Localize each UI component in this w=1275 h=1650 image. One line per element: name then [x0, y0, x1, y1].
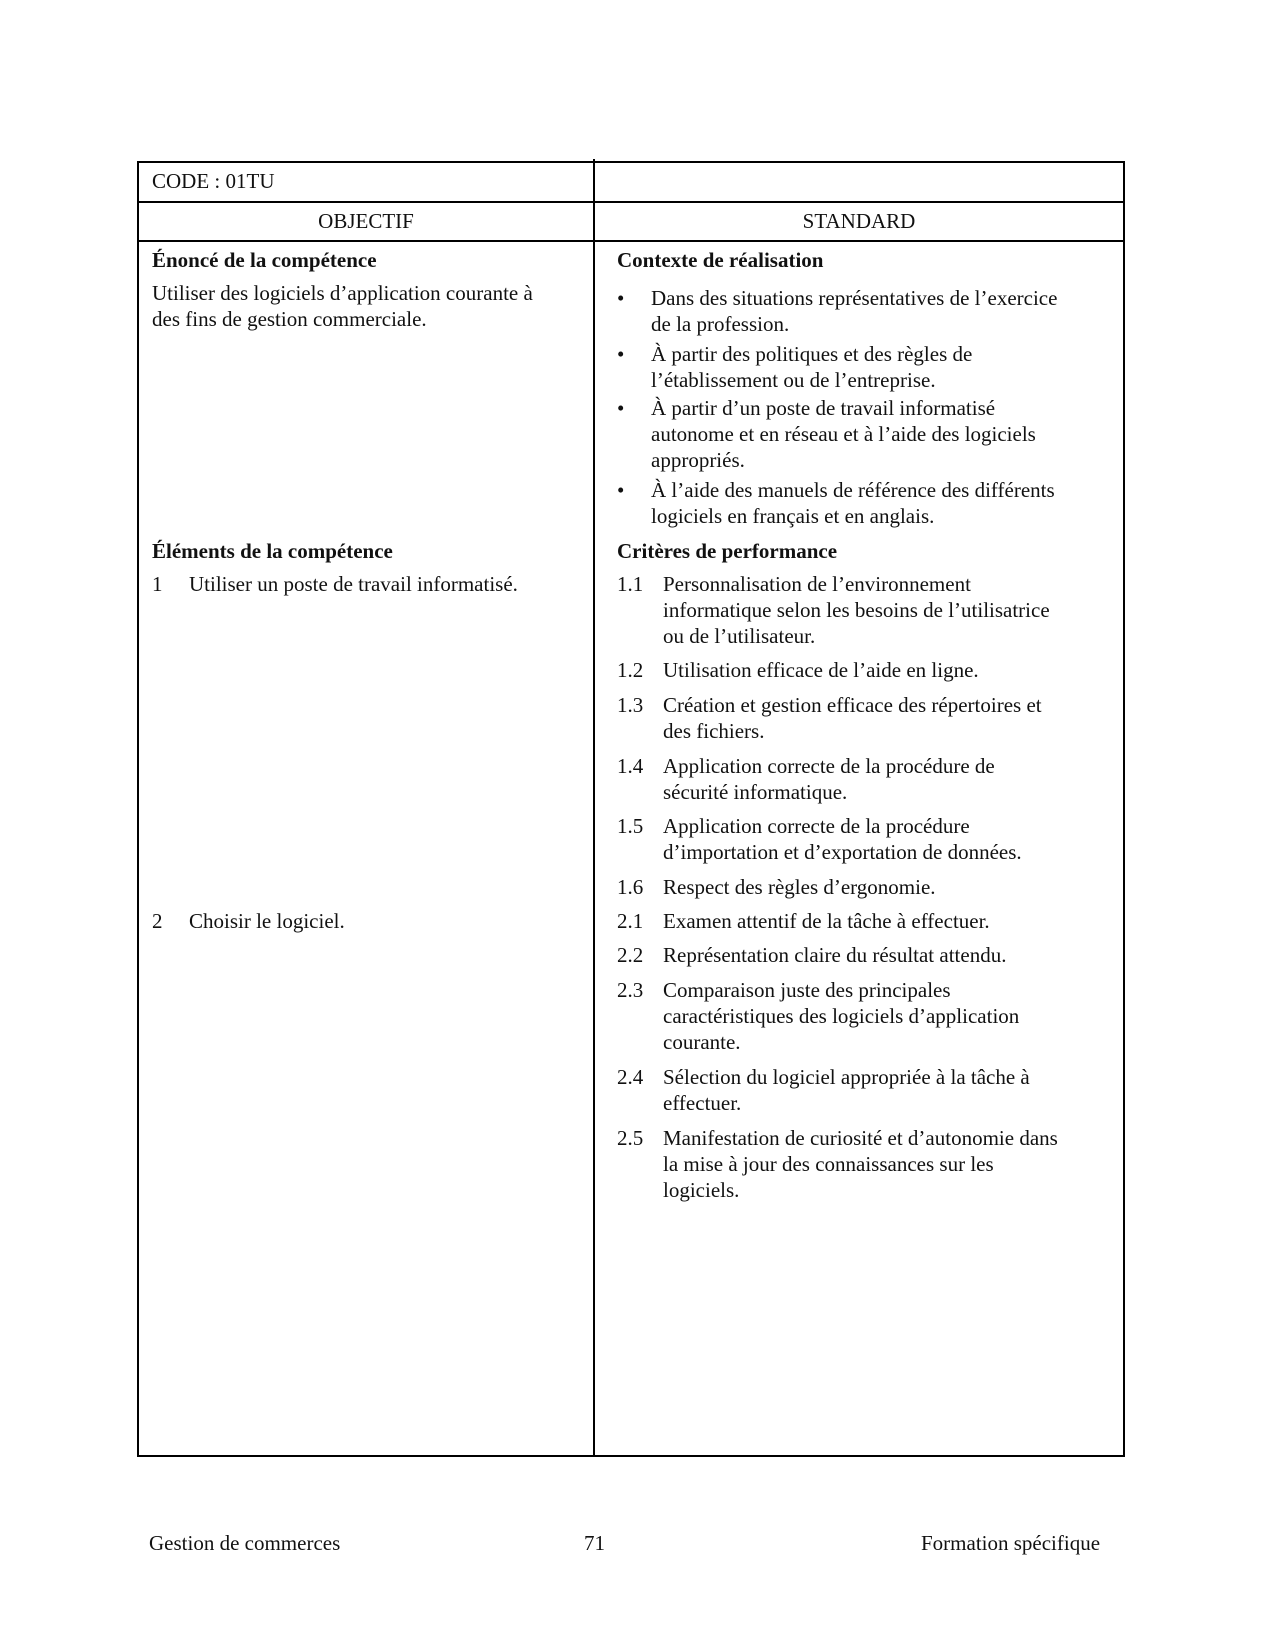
criteres-title: Critères de performance [617, 539, 838, 563]
footer-left: Gestion de commerces [149, 1531, 341, 1555]
critere-line: des fichiers. [663, 719, 765, 743]
enonce-title: Énoncé de la compétence [152, 248, 377, 272]
element-text: Choisir le logiciel. [189, 909, 345, 933]
contexte-line: logiciels en français et en anglais. [651, 504, 935, 528]
critere-line: Représentation claire du résultat attendu. [663, 943, 1007, 967]
bullet-icon: • [617, 396, 625, 420]
critere-line: Sélection du logiciel appropriée à la tâche à [663, 1065, 1030, 1089]
table-border-top [137, 161, 1124, 163]
critere-line: Personnalisation de l’environnement [663, 572, 971, 596]
element-number: 2 [152, 909, 163, 933]
table-border-right [1123, 161, 1125, 1457]
contexte-line: À l’aide des manuels de référence des différents [651, 478, 1055, 502]
contexte-line: À partir des politiques et des règles de [651, 342, 973, 366]
contexte-line: l’établissement ou de l’entreprise. [651, 368, 936, 392]
critere-item [617, 1125, 1117, 1203]
critere-item [617, 977, 1117, 1055]
contexte-item [613, 395, 1113, 473]
critere-line: courante. [663, 1030, 741, 1054]
critere-line: sécurité informatique. [663, 780, 848, 804]
column-divider [593, 159, 595, 1457]
critere-number: 1.4 [617, 754, 644, 778]
table-border-bottom [137, 1455, 1124, 1457]
bullet-icon: • [617, 286, 625, 310]
critere-line: la mise à jour des connaissances sur les [663, 1152, 994, 1176]
element-item [152, 571, 582, 597]
elements-title: Éléments de la compétence [152, 539, 393, 563]
critere-line: effectuer. [663, 1091, 742, 1115]
critere-line: Application correcte de la procédure de [663, 754, 995, 778]
critere-line: Utilisation efficace de l’aide en ligne. [663, 658, 979, 682]
element-text: Utiliser un poste de travail informatisé. [189, 572, 518, 596]
critere-line: ou de l’utilisateur. [663, 624, 816, 648]
critere-line: Respect des règles d’ergonomie. [663, 875, 936, 899]
contexte-title: Contexte de réalisation [617, 248, 824, 272]
critere-line: Comparaison juste des principales [663, 978, 951, 1002]
critere-line: logiciels. [663, 1178, 740, 1202]
contexte-line: À partir d’un poste de travail informatisé [651, 396, 996, 420]
contexte-item [613, 477, 1113, 529]
contexte-item [613, 341, 1113, 393]
contexte-line: Dans des situations représentatives de l’exercice [651, 286, 1058, 310]
table-border-left [137, 161, 139, 1457]
bullet-icon: • [617, 342, 625, 366]
critere-number: 2.2 [617, 943, 644, 967]
critere-item [617, 692, 1117, 744]
critere-item [617, 874, 1117, 900]
contexte-line: appropriés. [651, 448, 745, 472]
enonce-line: Utiliser des logiciels d’application courante à [152, 281, 533, 305]
row-divider-header [137, 240, 1124, 242]
contexte-list [613, 285, 1113, 529]
page-number: 71 [584, 1531, 605, 1555]
contexte-line: autonome et en réseau et à l’aide des logiciels [651, 422, 1036, 446]
critere-line: d’importation et d’exportation de données. [663, 840, 1022, 864]
contexte-item [613, 285, 1113, 337]
critere-item [617, 908, 1117, 934]
critere-number: 1.2 [617, 658, 644, 682]
critere-line: Création et gestion efficace des répertoires et [663, 693, 1042, 717]
critere-number: 1.1 [617, 572, 644, 596]
critere-item [617, 1064, 1117, 1116]
bullet-icon: • [617, 478, 625, 502]
critere-item [617, 657, 1117, 683]
critere-number: 1.3 [617, 693, 644, 717]
critere-item [617, 571, 1117, 649]
critere-number: 2.5 [617, 1126, 644, 1150]
contexte-line: de la profession. [651, 312, 790, 336]
critere-number: 2.1 [617, 909, 644, 933]
critere-number: 2.3 [617, 978, 644, 1002]
row-divider-code [137, 201, 1124, 203]
element-item [152, 908, 582, 934]
critere-line: Manifestation de curiosité et d’autonomie dans [663, 1126, 1058, 1150]
critere-line: informatique selon les besoins de l’utilisatrice [663, 598, 1050, 622]
element-number: 1 [152, 572, 163, 596]
standard-header: STANDARD [802, 209, 916, 233]
critere-item [617, 753, 1117, 805]
critere-line: caractéristiques des logiciels d’application [663, 1004, 1020, 1028]
objectif-header: OBJECTIF [318, 209, 414, 233]
enonce-line: des fins de gestion commerciale. [152, 307, 427, 331]
footer-right: Formation spécifique [921, 1531, 1101, 1555]
code-label: CODE : 01TU [152, 169, 275, 193]
critere-item [617, 813, 1117, 865]
critere-line: Application correcte de la procédure [663, 814, 970, 838]
critere-number: 1.5 [617, 814, 644, 838]
critere-number: 2.4 [617, 1065, 644, 1089]
critere-line: Examen attentif de la tâche à effectuer. [663, 909, 990, 933]
critere-number: 1.6 [617, 875, 644, 899]
critere-item [617, 942, 1117, 968]
